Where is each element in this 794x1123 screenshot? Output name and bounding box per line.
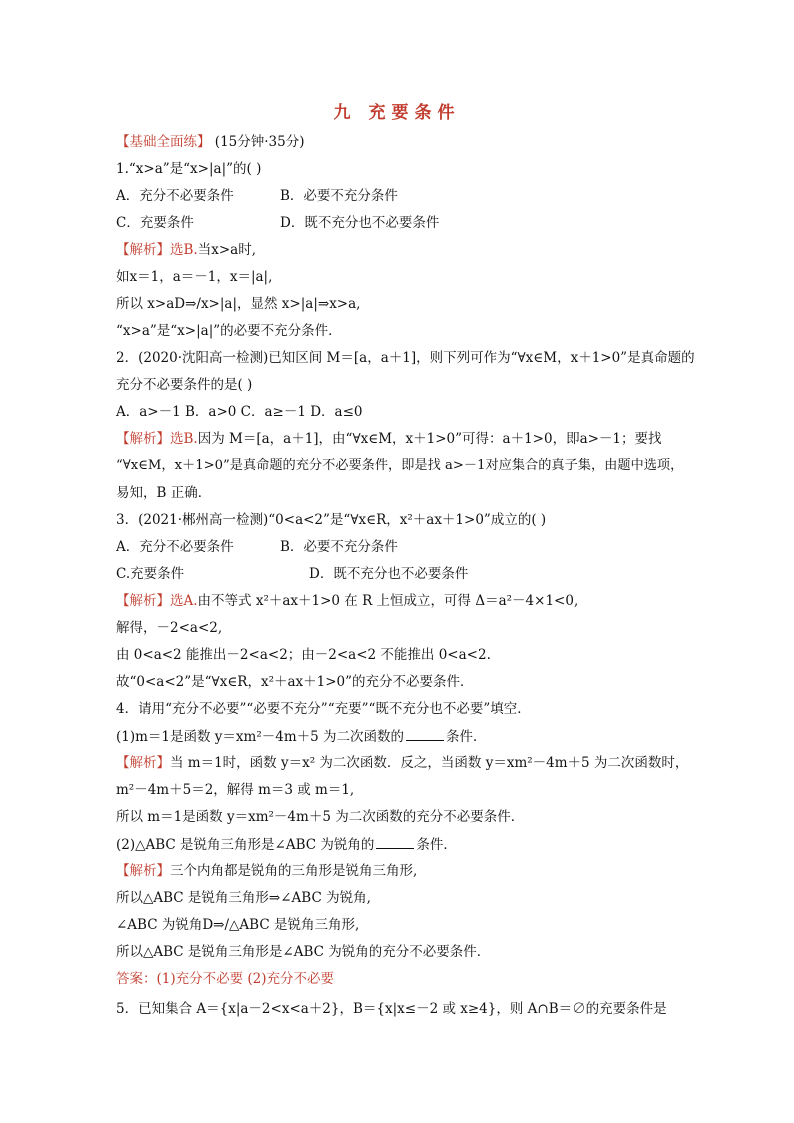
q2-stem: 充分不必要条件的是( ) <box>116 377 253 393</box>
q2-solution-line: “∀x∈M，x＋1>0”是真命题的充分不必要条件，即是找 a>－1对应集合的真子集，由题中选项， <box>116 458 684 473</box>
solution-tag: 【解析】 <box>116 863 170 879</box>
q4-part1-suffix: 条件． <box>446 729 487 745</box>
q1-solution-line: “x>a”是“x>|a|”的必要不充分条件． <box>116 323 342 339</box>
section-header <box>116 133 304 151</box>
q3-option-b: B．必要不充分条件 <box>280 539 398 555</box>
solution-choice: 选A. <box>170 593 198 609</box>
q4-part1-text: (1)m＝1是函数 y＝xm²－4m＋5 为二次函数的 <box>116 729 405 745</box>
page-title: 九 充要条件 <box>333 103 461 123</box>
solution-text: 由不等式 x²＋ax＋1>0 在 R 上恒成立，可得 Δ＝a²－4×1<0, <box>197 593 579 609</box>
solution-text: 三个内角都是锐角的三角形是锐角三角形, <box>170 863 418 879</box>
q4-solution2-head <box>116 862 417 880</box>
solution-choice: 选B. <box>170 431 198 447</box>
solution-text: 当x>a时, <box>197 242 256 258</box>
q1-option-b: B．必要不充分条件 <box>280 188 398 204</box>
q4-part1 <box>116 727 487 746</box>
q4-solution2-line: 所以△ABC 是锐角三角形⇒∠ABC 为锐角, <box>116 890 371 906</box>
q3-option-c: C.充要条件 <box>116 566 185 582</box>
q4-solution1-line: m²－4m＋5＝2，解得 m＝3 或 m＝1, <box>116 782 355 798</box>
q3-solution-line: 解得，－2<a<2, <box>116 620 223 636</box>
solution-text: 当 m＝1时，函数 y＝x² 为二次函数．反之，当函数 y＝xm²－4m＋5 为二次函数时， <box>170 755 689 771</box>
q2-options: A．a>－1 B．a>0 C．a≥－1 D．a≤0 <box>116 404 363 420</box>
q5-stem: 5．已知集合 A＝{x|a－2<x<a＋2}，B＝{x|x≤－2 或 x≥4}，则 A∩B＝∅的充要条件是 <box>116 1001 667 1017</box>
q1-option-c: C．充要条件 <box>116 215 194 231</box>
solution-text: 因为 M＝[a，a＋1]，由“∀x∈M，x＋1>0”可得：a＋1>0，即a>－1；要找 <box>197 431 662 447</box>
solution-choice: 选B. <box>170 242 198 258</box>
solution-tag: 【解析】 <box>116 431 170 447</box>
q1-option-d: D．既不充分也不必要条件 <box>280 215 440 231</box>
answer-blank <box>406 727 444 741</box>
q3-solution-head <box>116 592 578 610</box>
solution-tag: 【解析】 <box>116 755 170 771</box>
q1-solution-line: 如x＝1，a＝－1，x＝|a|, <box>116 269 273 285</box>
q4-solution2-line: ∠ABC 为锐角D⇒/△ABC 是锐角三角形, <box>116 917 360 933</box>
q1-stem: 1.“x>a”是“x>|a|”的( ) <box>116 161 262 177</box>
q3-option-a: A．充分不必要条件 <box>116 539 234 555</box>
solution-tag: 【解析】 <box>116 593 170 609</box>
q1-solution-head <box>116 241 256 259</box>
q4-part2 <box>116 835 457 854</box>
q4-solution1-line: 所以 m＝1是函数 y＝xm²－4m＋5 为二次函数的充分不必要条件． <box>116 809 525 825</box>
q2-stem: 2．(2020·沈阳高一检测)已知区间 M＝[a，a＋1]，则下列可作为“∀x∈M，x＋1>0”是真命题的 <box>116 350 695 366</box>
q3-option-d: D．既不充分也不必要条件 <box>309 566 469 582</box>
q3-solution-line: 故“0<a<2”是“∀x∈R，x²＋ax＋1>0”的充分不必要条件． <box>116 674 474 690</box>
section-meta: (15分钟·35分) <box>214 134 305 150</box>
q4-part2-suffix: 条件． <box>416 837 457 853</box>
q2-solution-head <box>116 430 662 448</box>
q2-solution-line: 易知，B 正确． <box>116 485 212 501</box>
q4-answer: 答案：(1)充分不必要 (2)充分不必要 <box>116 971 335 987</box>
q1-option-a: A．充分不必要条件 <box>116 188 234 204</box>
section-tag: 【基础全面练】 <box>116 134 211 150</box>
answer-blank <box>376 835 414 849</box>
solution-tag: 【解析】 <box>116 242 170 258</box>
q1-solution-line: 所以 x>aD⇒/x>|a|，显然 x>|a|⇒x>a, <box>116 296 361 312</box>
q4-part2-text: (2)△ABC 是锐角三角形是∠ABC 为锐角的 <box>116 837 375 853</box>
q3-solution-line: 由 0<a<2 能推出－2<a<2；由－2<a<2 不能推出 0<a<2. <box>116 647 491 663</box>
q3-stem: 3．(2021·郴州高一检测)“0<a<2”是“∀x∈R，x²＋ax＋1>0”成立的( ) <box>116 512 547 528</box>
q4-solution1-head <box>116 754 688 772</box>
q4-solution2-line: 所以△ABC 是锐角三角形是∠ABC 为锐角的充分不必要条件． <box>116 944 491 960</box>
q4-stem: 4．请用“充分不必要”“必要不充分”“充要”“既不充分也不必要”填空． <box>116 701 531 717</box>
